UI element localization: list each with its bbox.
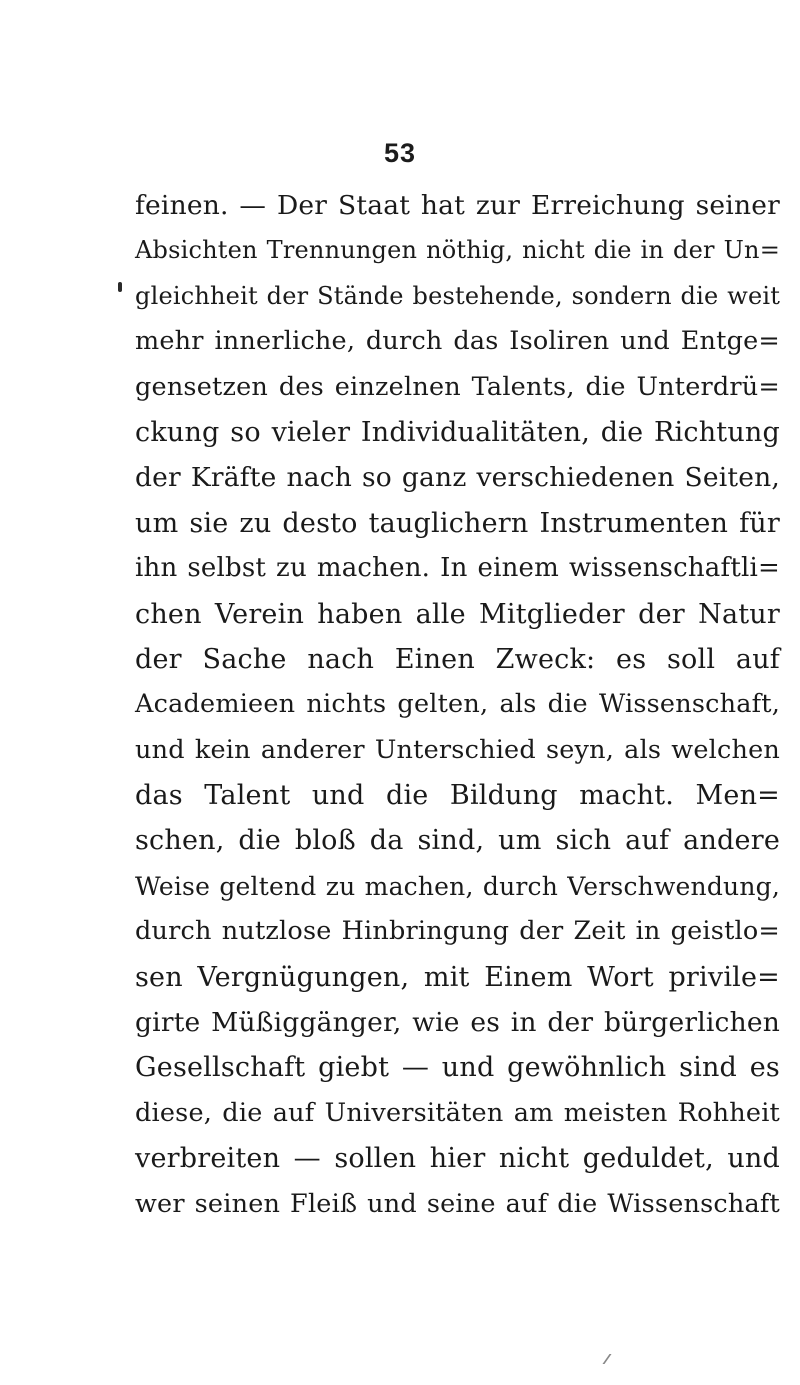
text-line: verbreiten — sollen hier nicht geduldet, und [135,1143,780,1175]
text-line: schen, die bloß da sind, um sich auf andere [135,825,780,857]
text-line: sen Vergnügungen, mit Einem Wort privile= [135,961,780,993]
text-line: feinen. — Der Staat hat zur Erreichung seiner [135,190,780,221]
text-line: gleichheit der Stände bestehende, sondern die weit [135,281,781,310]
text-line: und kein anderer Unterschied seyn, als welchen [135,734,780,765]
text-line: Weise geltend zu machen, durch Verschwendung, [135,871,780,901]
text-line: ihn selbst zu machen. In einem wissenschaftli= [135,553,780,584]
text-line: ckung so vieler Individualitäten, die Richtung [135,416,780,448]
text-line: mehr innerliche, durch das Isoliren und Entge= [135,326,780,357]
text-line: chen Verein haben alle Mitglieder der Natur [135,598,780,630]
text-line: um sie zu desto tauglichern Instrumenten für [135,507,780,539]
text-line: gensetzen des einzelnen Talents, die Unterdrü= [135,371,780,402]
body-text [135,183,780,1227]
text-line: der Kräfte nach so ganz verschiedenen Seiten, [135,462,780,494]
scan-artifact-mark [602,1354,619,1364]
text-line: durch nutzlose Hinbringung der Zeit in geistlo= [135,916,780,947]
text-line: diese, die auf Universitäten am meisten Rohheit [135,1097,780,1128]
text-line: Gesellschaft giebt — und gewöhnlich sind es [135,1052,780,1084]
text-line: der Sache nach Einen Zweck: es soll auf [135,643,780,675]
margin-mark [118,282,122,292]
text-line: Absichten Trennungen nöthig, nicht die in der Un= [135,236,780,265]
text-line: das Talent und die Bildung macht. Men= [135,780,780,812]
page-number: 53 [383,138,417,168]
text-line: Academieen nichts gelten, als die Wissenschaft, [135,689,780,720]
text-line: wer seinen Fleiß und seine auf die Wissenschaft [135,1188,780,1219]
text-line: girte Müßiggänger, wie es in der bürgerlichen [135,1007,780,1039]
